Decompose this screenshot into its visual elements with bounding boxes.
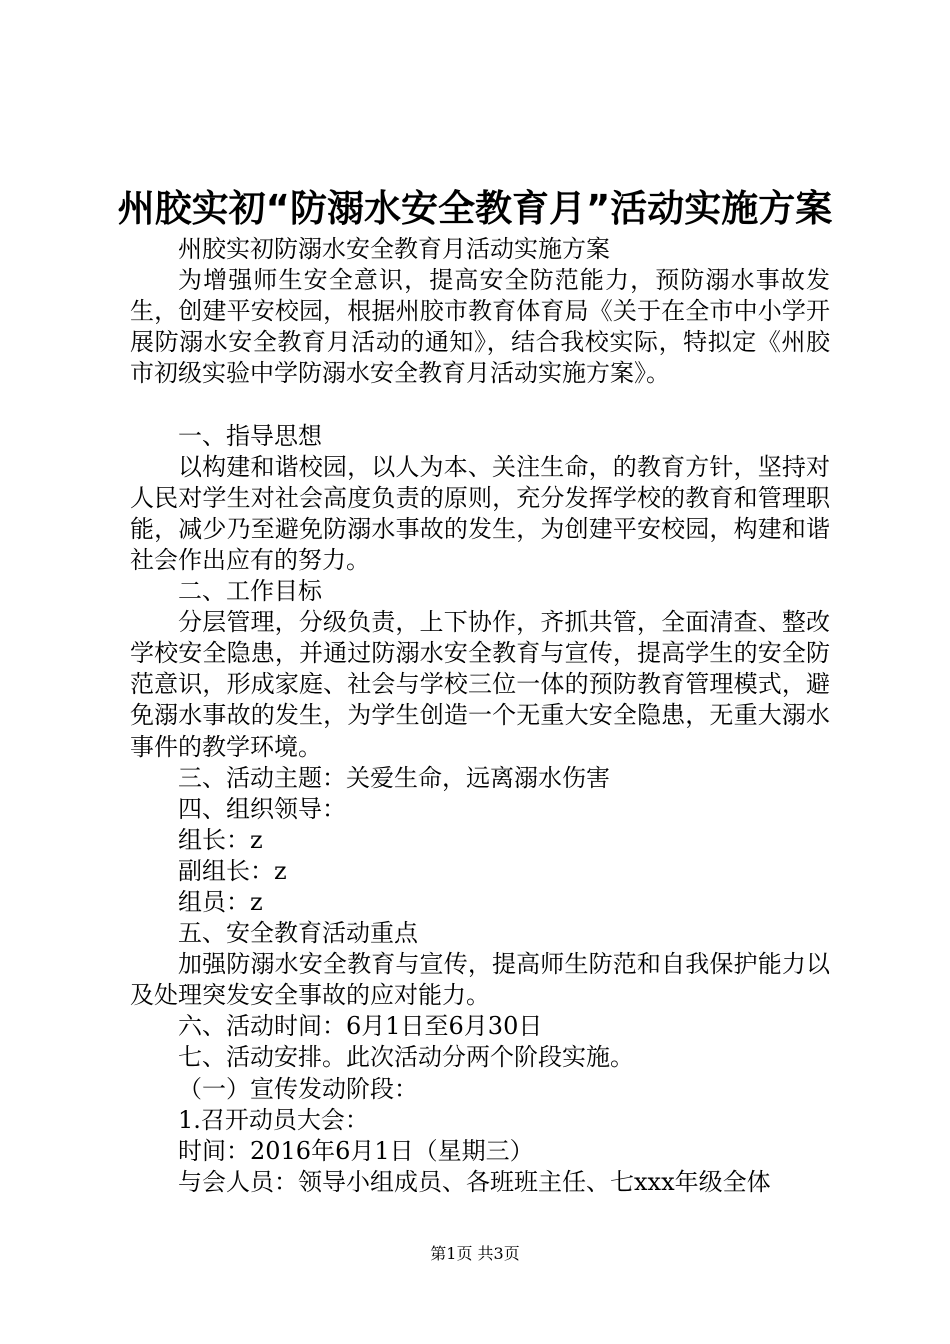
item-mobilization-meeting: 1.召开动员大会： [178,1105,369,1134]
line-meeting-time: 时间：2016年6月1日（星期三） [178,1136,534,1165]
document-title: 州胶实初“防溺水安全教育月”活动实施方案 [117,187,833,230]
heading-guiding-thought: 一、指导思想 [178,421,322,450]
paragraph-guiding-thought: 以构建和谐校园，以人为本、关注生命，的教育方针，坚持对人民对学生对社会高度负责的原则，充分发挥学校的教育和管理职能，减少乃至避免防溺水事故的发生，为创建平安校园，构建和谐社会作出应有的努力。 [130,452,830,574]
heading-activity-time: 六、活动时间：6月1日至6月30日 [178,1012,543,1041]
line-meeting-attendees: 与会人员：领导小组成员、各班班主任、七xxx年级全体 [178,1167,771,1196]
heading-activity-theme: 三、活动主题：关爱生命，远离溺水伤害 [178,763,610,792]
heading-publicity-stage: （一）宣传发动阶段： [178,1074,418,1103]
paragraph-intro: 为增强师生安全意识，提高安全防范能力，预防溺水事故发生，创建平安校园，根据州胶市教育体育局《关于在全市中小学开展防溺水安全教育月活动的通知》，结合我校实际，特拟定《州胶市初级实验中学防溺水安全教育月活动实施方案》。 [130,266,830,388]
heading-education-focus: 五、安全教育活动重点 [178,919,418,948]
heading-activity-arrangement: 七、活动安排。此次活动分两个阶段实施。 [178,1043,634,1072]
line-team-members: 组员：z [178,887,263,916]
blank-line [130,389,830,420]
line-deputy-leader: 副组长：z [178,856,287,885]
paragraph-education-focus: 加强防溺水安全教育与宣传，提高师生防范和自我保护能力以及处理突发安全事故的应对能力。 [130,950,830,1010]
document-body [130,234,830,1198]
line-team-leader: 组长：z [178,825,263,854]
heading-work-goals: 二、工作目标 [178,577,322,606]
page-number: 第1页 共3页 [430,1244,520,1263]
paragraph-work-goals: 分层管理，分级负责，上下协作，齐抓共管，全面清查、整改学校安全隐患，并通过防溺水安全教育与宣传，提高学生的安全防范意识，形成家庭、社会与学校三位一体的预防教育管理模式，避免溺水事故的发生，为学生创造一个无重大安全隐患，无重大溺水事件的教学环境。 [130,608,830,761]
paragraph-subtitle: 州胶实初防溺水安全教育月活动实施方案 [178,235,610,263]
heading-organization: 四、组织领导： [178,794,346,823]
